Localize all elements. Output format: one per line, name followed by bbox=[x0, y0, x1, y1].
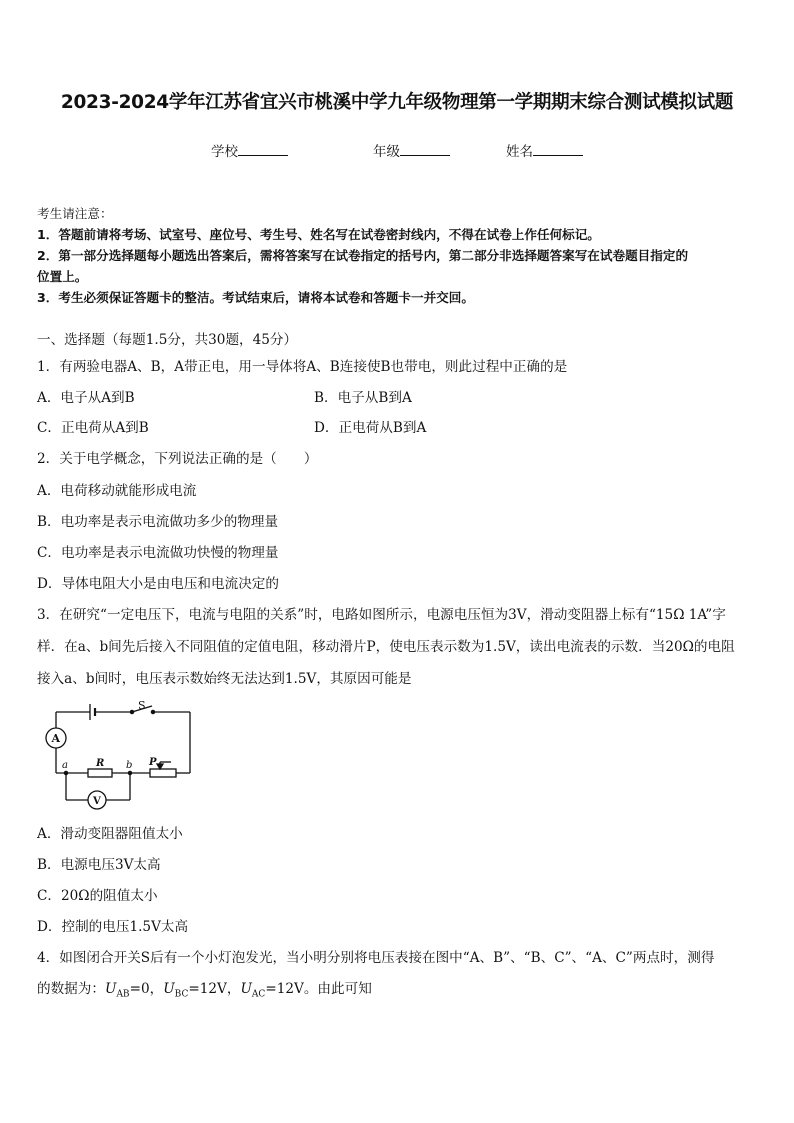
notice-item-1: 1．答题前请将考场、试室号、座位号、考生号、姓名写在试卷密封线内，不得在试卷上作任何标记。 bbox=[37, 227, 600, 242]
u-ac-subscript: AC bbox=[251, 989, 266, 1000]
q4-stem-line-1: 4．如图闭合开关S后有一个小灯泡发光，当小明分别将电压表接在图中“A、B”、“B、C”、“A、C”两点时，测得 bbox=[37, 950, 715, 966]
school-blank bbox=[238, 142, 288, 156]
q1-option-c: C．正电荷从A到B bbox=[37, 420, 149, 436]
u-bc-symbol: U bbox=[163, 981, 175, 997]
u-ab-symbol: U bbox=[104, 981, 117, 997]
rheostat bbox=[150, 769, 176, 777]
grade-label: 年级 bbox=[373, 144, 400, 160]
q3-option-a: A．滑动变阻器阻值太小 bbox=[37, 826, 183, 842]
u-bc-value: =12V， bbox=[188, 981, 241, 997]
u-bc-subscript: BC bbox=[174, 989, 189, 1000]
q2-option-d: D．导体电阻大小是由电压和电流决定的 bbox=[37, 576, 279, 592]
resistor-r bbox=[88, 769, 112, 777]
school-field bbox=[211, 140, 288, 160]
slider-label: P bbox=[149, 757, 157, 768]
q3-option-c: C．20Ω的阻值太小 bbox=[37, 888, 158, 904]
switch-label: S bbox=[138, 699, 146, 712]
u-ab-value: =0， bbox=[129, 981, 164, 997]
q1-option-b: B．电子从B到A bbox=[314, 390, 412, 406]
u-ab-subscript: AB bbox=[116, 989, 130, 1000]
name-label: 姓名 bbox=[506, 144, 533, 160]
u-ac-value: =12V。由此可知 bbox=[265, 981, 372, 997]
q2-option-c: C．电功率是表示电流做功快慢的物理量 bbox=[37, 545, 279, 561]
grade-blank bbox=[400, 142, 450, 156]
q3-option-d: D．控制的电压1.5V太高 bbox=[37, 919, 189, 935]
notice-item-2: 2．第一部分选择题每小题选出答案后，需将答案写在试卷指定的括号内，第二部分非选择题答案写在试卷题目指定的 bbox=[37, 248, 689, 263]
school-label: 学校 bbox=[211, 144, 238, 160]
q2-option-b: B．电功率是表示电流做功多少的物理量 bbox=[37, 514, 279, 530]
q1-stem: 1．有两验电器A、B，A带正电，用一导体将A、B连接使B也带电，则此过程中正确的是 bbox=[37, 359, 568, 375]
voltmeter-label: V bbox=[93, 796, 101, 807]
slider-arrow bbox=[157, 764, 163, 769]
q1-option-d: D．正电荷从B到A bbox=[314, 420, 427, 436]
grade-field bbox=[373, 140, 450, 160]
q4-data-prefix: 的数据为： bbox=[37, 981, 105, 997]
section-heading: 一、选择题（每题1.5分，共30题，45分） bbox=[37, 332, 298, 348]
node-b-label: b bbox=[126, 760, 133, 771]
notice-heading: 考生请注意： bbox=[37, 206, 113, 221]
ammeter-label: A bbox=[51, 732, 61, 745]
q3-stem-line-3: 接入a、b间时，电压表示数始终无法达到1.5V，其原因可能是 bbox=[37, 671, 412, 687]
q3-option-b: B．电源电压3V太高 bbox=[37, 857, 161, 873]
circuit-diagram bbox=[40, 698, 200, 810]
u-ac-symbol: U bbox=[240, 981, 252, 997]
q3-stem-line-1: 3．在研究“一定电压下，电流与电阻的关系”时，电路如图所示，电源电压恒为3V，滑动变阻器上标有“15Ω 1A”字 bbox=[37, 607, 726, 623]
name-field bbox=[506, 140, 583, 160]
q1-option-a: A．电子从A到B bbox=[37, 390, 135, 406]
node-a-label: a bbox=[62, 760, 68, 771]
notice-item-2-cont: 位置上。 bbox=[37, 269, 88, 284]
resistor-label: R bbox=[96, 758, 105, 769]
name-blank bbox=[533, 142, 583, 156]
q4-stem-line-2 bbox=[37, 977, 372, 1000]
page-title: 2023-2024学年江苏省宜兴市桃溪中学九年级物理第一学期期末综合测试模拟试题 bbox=[60, 92, 734, 113]
notice-item-3: 3．考生必须保证答题卡的整洁。考试结束后，请将本试卷和答题卡一并交回。 bbox=[37, 290, 474, 305]
q2-stem: 2．关于电学概念，下列说法正确的是（ ） bbox=[37, 451, 318, 467]
q3-stem-line-2: 样．在a、b间先后接入不同阻值的定值电阻，移动滑片P，使电压表示数为1.5V，读出电流表的示数．当20Ω的电阻 bbox=[37, 639, 735, 655]
q2-option-a: A．电荷移动就能形成电流 bbox=[37, 483, 197, 499]
